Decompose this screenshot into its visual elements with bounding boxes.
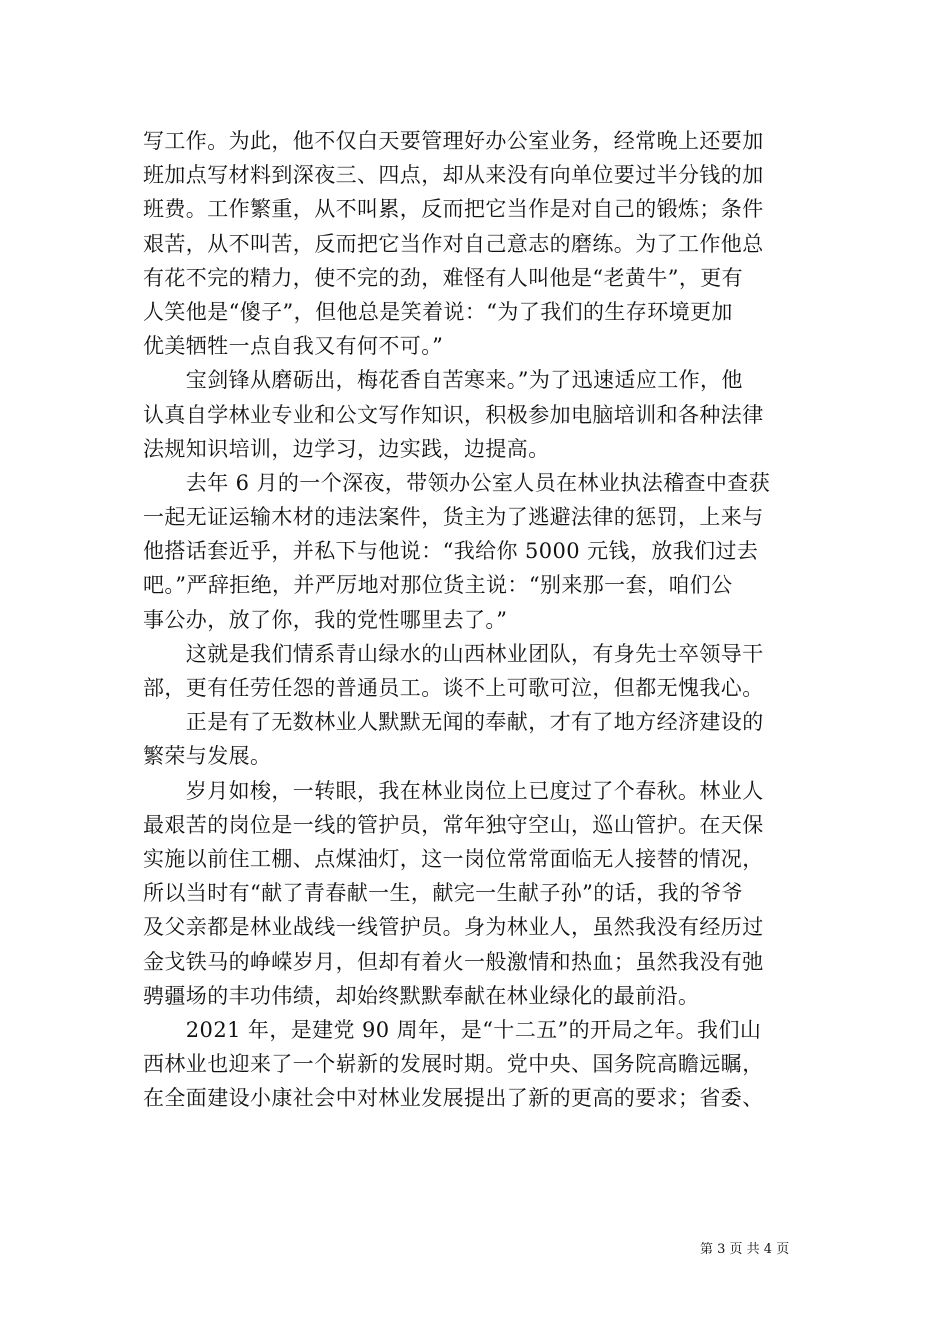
text-line: 艰苦，从不叫苦，反而把它当作对自己意志的磨练。为了工作他总 [143, 231, 764, 256]
text-line: 金戈铁马的峥嵘岁月，但却有着火一般激情和热血；虽然我没有弛 [143, 949, 764, 974]
text-line: 所以当时有“献了青春献一生，献完一生献子孙”的话，我的爷爷 [143, 881, 744, 906]
text-line: 部，更有任劳任怨的普通员工。谈不上可歌可泣，但都无愧我心。 [143, 676, 764, 700]
text-line: 班费。工作繁重，从不叫累，反而把它当作是对自己的锻炼；条件 [143, 197, 764, 222]
text-line: 去年 6 月的一个深夜，带领办公室人员在林业执法稽查中查获 [143, 470, 771, 495]
text-line: 2021 年，是建党 90 周年，是“十二五”的开局之年。我们山 [143, 1017, 762, 1042]
text-line: 认真自学林业专业和公文写作知识，积极参加电脑培训和各种法律 [143, 402, 764, 427]
text-line: 写工作。为此，他不仅白天要管理好办公室业务，经常晚上还要加 [143, 129, 764, 153]
text-line: 优美牺牲一点自我又有何不可。” [143, 334, 444, 359]
text-line: 班加点写材料到深夜三、四点，却从来没有向单位要过半分钱的加 [143, 163, 764, 188]
text-line: 及父亲都是林业战线一线管护员。身为林业人，虽然我没有经历过 [143, 915, 764, 940]
document-body [143, 124, 809, 1115]
text-line: 人笑他是“傻子”，但他总是笑着说：“为了我们的生存环境更加 [143, 299, 733, 324]
text-line: 正是有了无数林业人默默无闻的奉献，才有了地方经济建设的 [143, 710, 764, 735]
text-line: 在全面建设小康社会中对林业发展提出了新的更高的要求；省委、 [143, 1086, 764, 1111]
text-line: 骋疆场的丰功伟绩，却始终默默奉献在林业绿化的最前沿。 [143, 983, 700, 1008]
text-line: 西林业也迎来了一个崭新的发展时期。党中央、国务院高瞻远瞩， [143, 1052, 764, 1077]
text-line: 一起无证运输木材的违法案件，货主为了逃避法律的惩罚，上来与 [143, 505, 764, 530]
text-line: 实施以前住工棚、点煤油灯，这一岗位常常面临无人接替的情况， [143, 846, 764, 871]
text-line: 法规知识培训，边学习，边实践，边提高。 [143, 436, 550, 461]
text-line: 吧。”严辞拒绝，并严厉地对那位货主说：“别来那一套，咱们公 [143, 573, 733, 598]
text-line: 这就是我们情系青山绿水的山西林业团队，有身先士卒领导干 [143, 641, 764, 666]
text-line: 他搭话套近乎，并私下与他说：“我给你 5000 元钱，放我们过去 [143, 539, 759, 564]
text-line: 繁荣与发展。 [143, 744, 272, 769]
text-line: 事公办，放了你，我的党性哪里去了。” [143, 607, 508, 632]
text-line: 最艰苦的岗位是一线的管护员，常年独守空山，巡山管护。在天保 [143, 812, 764, 837]
page-indicator: 第 3 页 共 4 页 [700, 1242, 790, 1257]
text-line: 岁月如梭，一转眼，我在林业岗位上已度过了个春秋。林业人 [143, 778, 764, 803]
text-line: 有花不完的精力，使不完的劲，难怪有人叫他是“老黄牛”，更有 [143, 265, 744, 290]
text-line: 宝剑锋从磨砺出，梅花香自苦寒来。”为了迅速适应工作，他 [143, 368, 743, 393]
